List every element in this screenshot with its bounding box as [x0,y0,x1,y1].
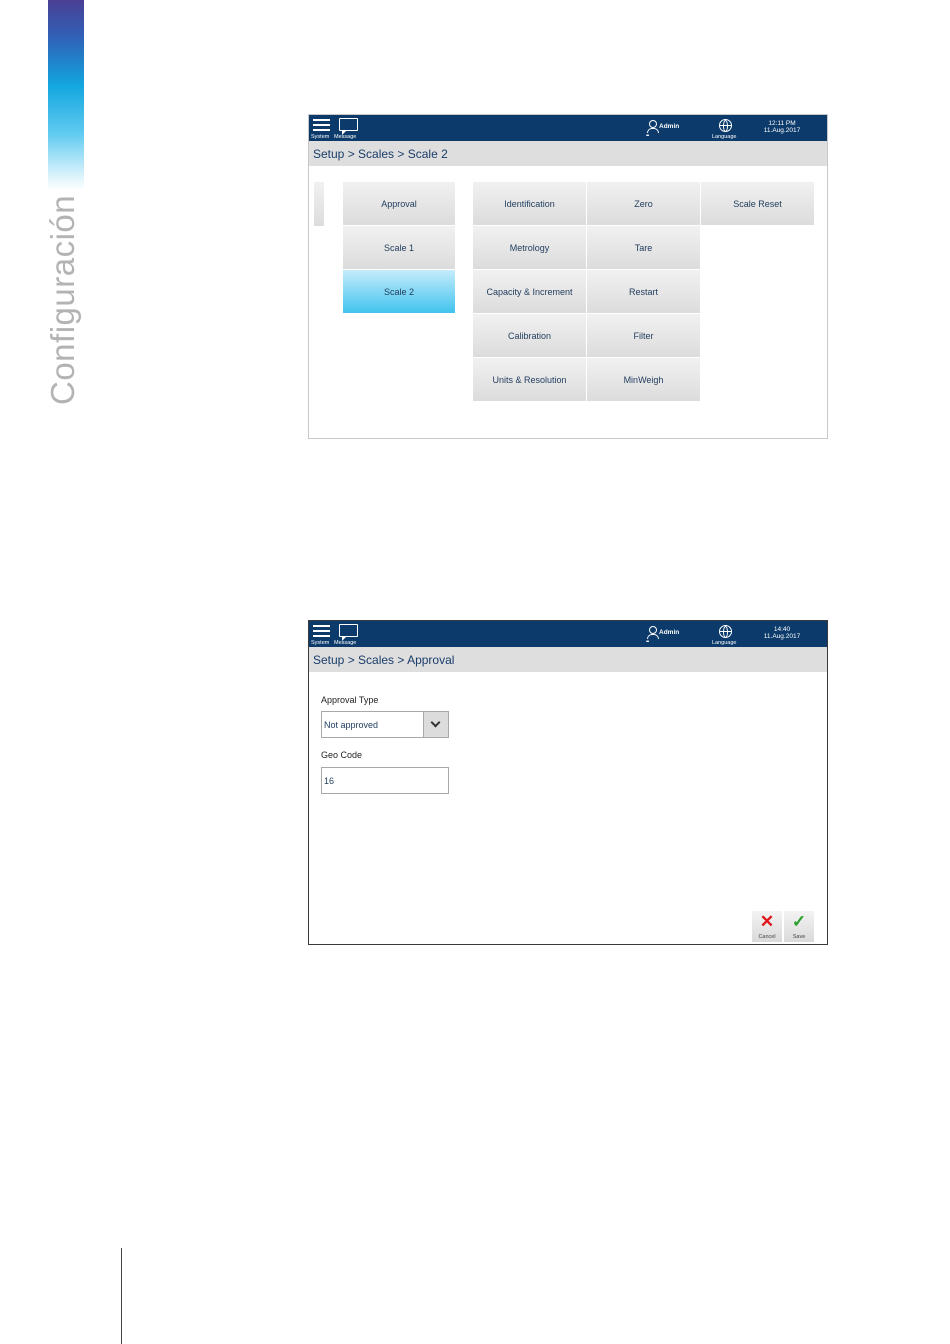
screen-approval [308,620,828,945]
check-icon: ✓ [791,912,807,931]
geo-code-input[interactable] [321,767,449,794]
breadcrumb: Setup > Scales > Scale 2 [313,147,448,161]
hamburger-icon[interactable] [313,625,330,637]
cancel-button[interactable] [752,911,782,942]
menu-filter[interactable]: Filter [587,314,701,358]
hamburger-icon[interactable] [313,119,330,131]
menu-restart[interactable]: Restart [587,270,701,314]
menu-zero[interactable]: Zero [587,182,701,226]
nav-approval[interactable]: Approval [343,182,456,226]
geo-code-label: Geo Code [321,750,363,760]
dots-icon: ••• [646,639,649,645]
save-label: Save [792,934,806,940]
language-label: Language [712,640,737,646]
menu-capacity-increment[interactable]: Capacity & Increment [473,270,587,314]
screen-scale-2 [308,114,828,439]
system-label: System [311,640,330,646]
nav-scale-2[interactable]: Scale 2 [343,270,456,314]
system-label: System [311,134,330,140]
side-gradient-bar [48,0,84,190]
breadcrumb-bar [309,141,827,166]
top-bar [309,621,827,647]
side-section-title: Configuración [44,194,81,405]
cancel-label: Cancel [758,934,776,940]
date-value: 11.Aug.2017 [763,633,801,640]
globe-icon[interactable] [719,625,732,638]
time-value: 12:11 PM [768,120,796,127]
chevron-down-icon [431,718,441,728]
breadcrumb: Setup > Scales > Approval [313,653,455,667]
language-label: Language [712,134,737,140]
user-icon[interactable] [647,120,657,132]
user-name[interactable]: Admin [659,629,680,636]
breadcrumb-bar [309,647,827,672]
message-label: Message [334,134,357,140]
menu-units-resolution[interactable]: Units & Resolution [473,358,587,402]
date-value: 11.Aug.2017 [763,127,801,134]
geo-code-value: 16 [324,776,335,786]
menu-scale-reset[interactable]: Scale Reset [701,182,815,226]
dots-icon: ••• [646,133,649,139]
approval-type-value: Not approved [324,720,379,730]
menu-calibration[interactable]: Calibration [473,314,587,358]
footer-divider [121,1248,122,1344]
top-bar [309,115,827,141]
approval-type-label: Approval Type [321,695,379,705]
message-icon[interactable] [339,624,358,637]
cancel-icon: ✕ [759,912,775,931]
clock [761,626,803,640]
menu-minweigh[interactable]: MinWeigh [587,358,701,402]
globe-icon[interactable] [719,119,732,132]
menu-metrology[interactable]: Metrology [473,226,587,270]
message-label: Message [334,640,357,646]
message-icon[interactable] [339,118,358,131]
nav-scale-1[interactable]: Scale 1 [343,226,456,270]
menu-tare[interactable]: Tare [587,226,701,270]
scroll-stub[interactable] [314,182,324,226]
menu-identification[interactable]: Identification [473,182,587,226]
user-name[interactable]: Admin [659,123,680,130]
save-button[interactable] [784,911,814,942]
dropdown-button[interactable] [423,712,448,737]
time-value: 14:40 [773,626,791,633]
user-icon[interactable] [647,626,657,638]
approval-type-select[interactable] [321,711,449,738]
clock [761,120,803,134]
